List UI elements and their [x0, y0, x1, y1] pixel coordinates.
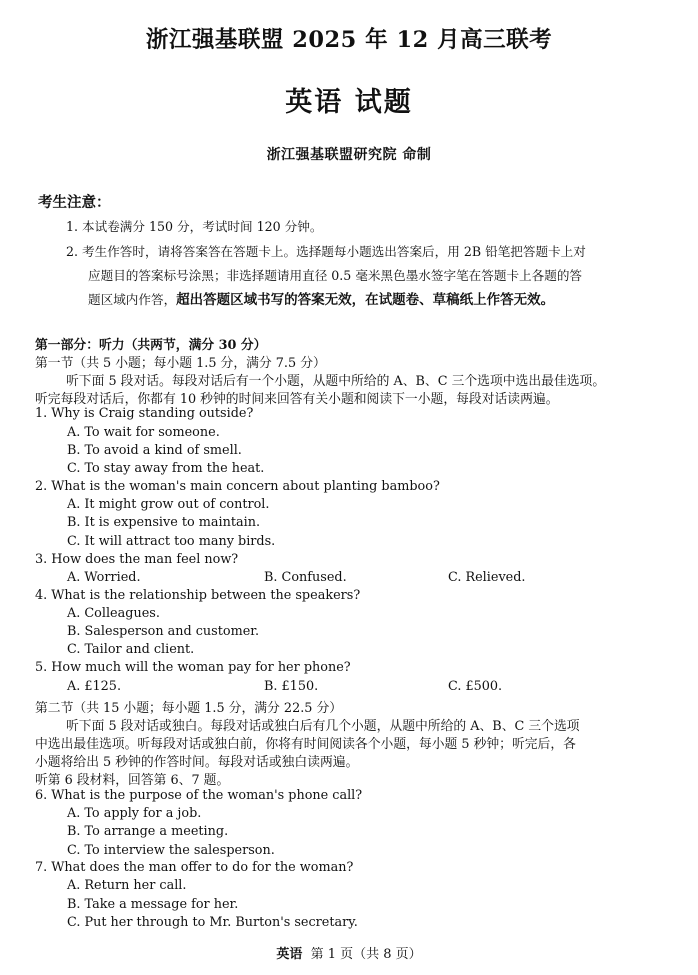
question-6-option-a: A. To apply for a job.: [67, 806, 202, 821]
question-2-option-b: B. It is expensive to maintain.: [67, 515, 261, 530]
question-5-option-b: B. £150.: [264, 679, 319, 694]
question-3-stem: 3. How does the man feel now?: [35, 552, 239, 567]
section2-instructions-line-3: 小题将给出 5 秒钟的作答时间。每段对话或独白读两遍。: [35, 755, 359, 770]
question-4-option-a: A. Colleagues.: [67, 606, 160, 621]
notice-item-2-line-2: 应题目的答案标号涂黑；非选择题请用直径 0.5 毫米黑色墨水签字笔在答题卡上各题的答: [88, 268, 583, 283]
question-7-stem: 7. What does the man offer to do for the woman?: [35, 860, 354, 875]
notice-item-1: 1. 本试卷满分 150 分，考试时间 120 分钟。: [66, 219, 323, 234]
question-6-stem: 6. What is the purpose of the woman's phone call?: [35, 788, 363, 803]
question-7-option-b: B. Take a message for her.: [67, 897, 239, 912]
question-1-stem: 1. Why is Craig standing outside?: [35, 406, 254, 421]
question-7-option-a: A. Return her call.: [67, 878, 187, 893]
notice-item-2-line-1: 2. 考生作答时，请将答案答在答题卡上。选择题每小题选出答案后，用 2B 铅笔把答题卡上对: [66, 244, 586, 259]
part1-heading: 第一部分：听力（共两节，满分 30 分）: [35, 338, 267, 353]
exam-subject: 英语 试题: [285, 87, 413, 118]
page-footer: [0, 943, 698, 962]
question-3-option-a: A. Worried.: [67, 570, 141, 585]
footer-subject: 英语: [276, 947, 303, 962]
question-5-option-a: A. £125.: [67, 679, 122, 694]
section1-instructions-line-1: 听下面 5 段对话。每段对话后有一个小题，从题中所给的 A、B、C 三个选项中选出最佳选项。: [66, 374, 606, 389]
question-6-option-c: C. To interview the salesperson.: [67, 843, 275, 858]
question-5-option-c: C. £500.: [448, 679, 503, 694]
exam-title: 浙江强基联盟 2025 年 12 月高三联考: [145, 27, 553, 53]
question-6-option-b: B. To arrange a meeting.: [67, 824, 229, 839]
material-note: 听第 6 段材料，回答第 6、7 题。: [35, 773, 230, 788]
notice-item-2-line-3-normal: 题区域内作答，: [88, 292, 177, 307]
question-4-stem: 4. What is the relationship between the speakers?: [35, 588, 361, 603]
question-4-option-b: B. Salesperson and customer.: [67, 624, 260, 639]
question-2-option-c: C. It will attract too many birds.: [67, 534, 276, 549]
section2-instructions-line-2: 中选出最佳选项。听每段对话或独白前，你将有时间阅读各个小题，每小题 5 秒钟；听完后，各: [35, 737, 576, 752]
question-4-option-c: C. Tailor and client.: [67, 642, 195, 657]
question-1-option-b: B. To avoid a kind of smell.: [67, 443, 242, 458]
footer-page-number: 第 1 页（共 8 页）: [310, 947, 422, 962]
question-5-stem: 5. How much will the woman pay for her phone?: [35, 660, 351, 675]
question-1-option-c: C. To stay away from the heat.: [67, 461, 265, 476]
question-1-option-a: A. To wait for someone.: [67, 425, 220, 440]
section2-instructions-line-1: 听下面 5 段对话或独白。每段对话或独白后有几个小题，从题中所给的 A、B、C 三个选项: [66, 719, 580, 734]
question-7-option-c: C. Put her through to Mr. Burton's secretary.: [67, 915, 358, 930]
section1-heading: 第一节（共 5 小题；每小题 1.5 分，满分 7.5 分）: [35, 356, 326, 371]
notice-heading: 考生注意：: [38, 194, 111, 211]
question-2-stem: 2. What is the woman's main concern about planting bamboo?: [35, 479, 440, 494]
section2-heading: 第二节（共 15 小题；每小题 1.5 分，满分 22.5 分）: [35, 701, 343, 716]
section1-instructions-line-2: 听完每段对话后，你都有 10 秒钟的时间来回答有关小题和阅读下一小题，每段对话读两遍。: [35, 392, 559, 407]
notice-item-2-bold-warning: 超出答题区域书写的答案无效，在试题卷、草稿纸上作答无效。: [176, 292, 555, 308]
notice-item-2-line-3: [88, 288, 554, 308]
question-3-option-c: C. Relieved.: [448, 570, 526, 585]
exam-maker: 浙江强基联盟研究院 命制: [266, 147, 432, 163]
question-2-option-a: A. It might grow out of control.: [67, 497, 270, 512]
question-3-option-b: B. Confused.: [264, 570, 347, 585]
